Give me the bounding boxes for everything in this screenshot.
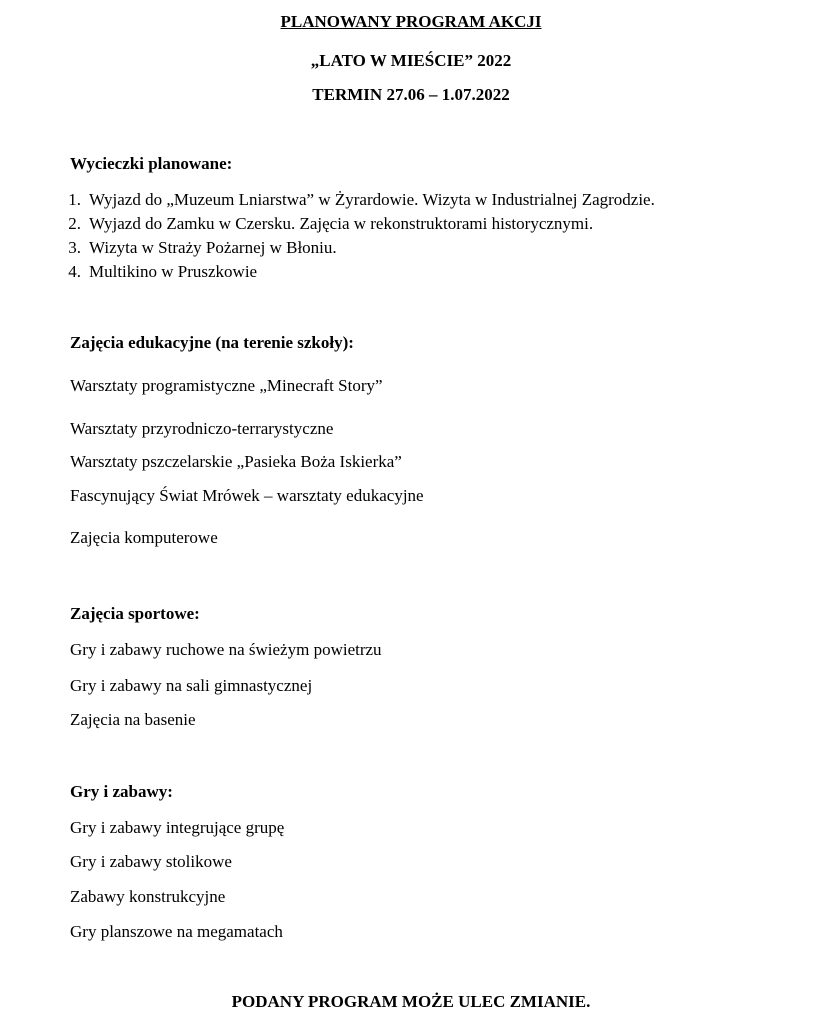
education-item: Zajęcia komputerowe — [70, 528, 218, 547]
change-notice: PODANY PROGRAM MOŻE ULEC ZMIANIE. — [231, 992, 591, 1011]
games-item: Gry i zabawy stolikowe — [70, 852, 232, 871]
sports-item: Zajęcia na basenie — [70, 710, 196, 729]
list-item-text: Multikino w Pruszkowie — [89, 262, 258, 281]
list-item-text: Wyjazd do „Muzeum Lniarstwa” w Żyrardowie. Wizyta w Industrialnej Zagrodzie. — [89, 190, 655, 209]
trips-heading: Wycieczki planowane: — [70, 154, 233, 173]
education-heading: Zajęcia edukacyjne (na terenie szkoły): — [70, 333, 354, 352]
games-item: Zabawy konstrukcyjne — [70, 887, 226, 906]
event-name: „LATO W MIEŚCIE” 2022 — [310, 51, 512, 70]
education-item: Warsztaty programistyczne „Minecraft Story” — [70, 376, 383, 395]
games-item: Gry i zabawy integrujące grupę — [70, 818, 285, 837]
sports-item: Gry i zabawy ruchowe na świeżym powietrzu — [70, 640, 382, 659]
education-item: Warsztaty przyrodniczo-terrarystyczne — [70, 419, 334, 438]
list-item-number: 2. — [68, 214, 81, 233]
sports-item: Gry i zabawy na sali gimnastycznej — [70, 676, 313, 695]
event-dates: TERMIN 27.06 – 1.07.2022 — [312, 85, 510, 104]
education-item: Fascynujący Świat Mrówek – warsztaty edukacyjne — [70, 486, 424, 505]
games-item: Gry planszowe na megamatach — [70, 922, 283, 941]
list-item-text: Wyjazd do Zamku w Czersku. Zajęcia w rekonstruktorami historycznymi. — [89, 214, 594, 233]
list-item-number: 1. — [68, 190, 81, 209]
games-heading: Gry i zabawy: — [70, 782, 173, 801]
list-item-text: Wizyta w Straży Pożarnej w Błoniu. — [89, 238, 337, 257]
list-item-number: 3. — [68, 238, 81, 257]
sports-heading: Zajęcia sportowe: — [70, 604, 200, 623]
education-item: Warsztaty pszczelarskie „Pasieka Boża Iskierka” — [70, 452, 402, 471]
program-title: PLANOWANY PROGRAM AKCJI — [280, 12, 542, 31]
list-item-number: 4. — [68, 262, 81, 281]
